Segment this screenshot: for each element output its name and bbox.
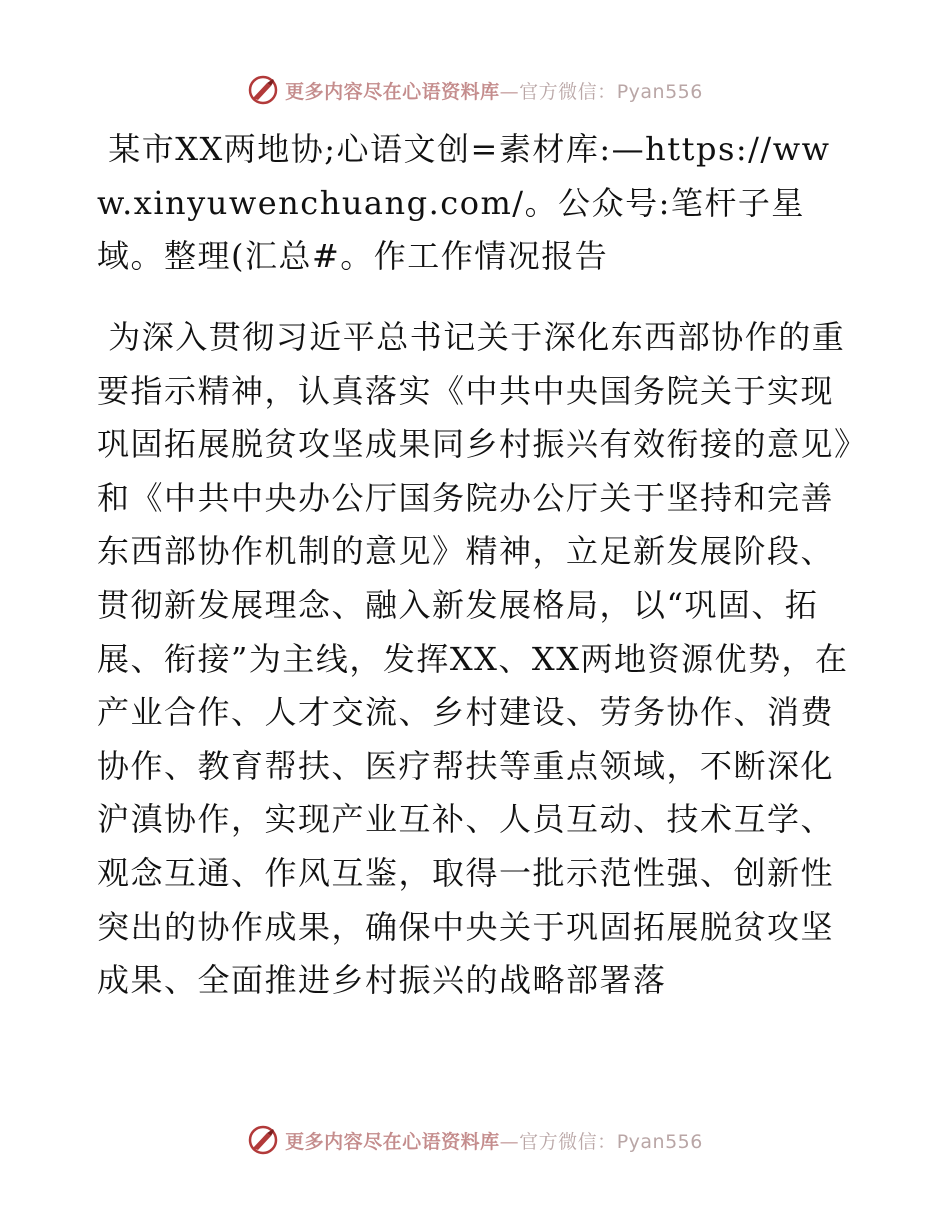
watermark-site-name: 更多内容尽在心语资料库 xyxy=(285,80,500,103)
watermark-dash: — xyxy=(499,1130,520,1153)
document-paragraph: 为深入贯彻习近平总书记关于深化东西部协作的重要指示精神，认真落实《中共中央国务院关于实现巩固拓展脱贫攻坚成果同乡村振兴有效衔接的意见》和《中共中央办公厅国务院办公厅关于坚持和完善东西部协作机制的意见》精神，立足新发展阶段、贯彻新发展理念、融入新发展格局，以“巩固、拓展、衔接”为主线，发挥XX、XX两地资源优势，在产业合作、人才交流、乡村建设、劳务协作、消费协作、教育帮扶、医疗帮扶等重点领域，不断深化沪滇协作，实现产业互补、人员互动、技术互学、观念互通、作风互鉴，取得一批示范性强、创新性突出的协作成果，确保中央关于巩固拓展脱贫攻坚成果、全面推进乡村振兴的战略部署落 xyxy=(97,318,852,1000)
watermark-wechat-id: Pyan556 xyxy=(616,1130,703,1153)
document-title xyxy=(97,123,857,284)
watermark-site-name: 更多内容尽在心语资料库 xyxy=(285,1130,500,1153)
watermark-wechat-label: 官方微信： xyxy=(519,1130,617,1153)
watermark-dash: — xyxy=(499,80,520,103)
pen-nib-logo-icon xyxy=(247,74,279,106)
watermark-wechat-id: Pyan556 xyxy=(616,80,703,103)
pen-nib-logo-icon xyxy=(247,1124,279,1156)
document-body xyxy=(97,311,857,1008)
watermark-wechat-label: 官方微信： xyxy=(519,80,617,103)
footer-watermark-banner xyxy=(0,1120,950,1160)
watermark-text xyxy=(285,1127,703,1154)
document-title-text: 某市XX两地协;心语文创=素材库:—https://www.xinyuwenchuang.com/。公众号:笔杆子星域。整理(汇总#。作工作情况报告 xyxy=(97,130,831,276)
watermark-text xyxy=(285,77,703,104)
header-watermark-banner xyxy=(0,70,950,110)
